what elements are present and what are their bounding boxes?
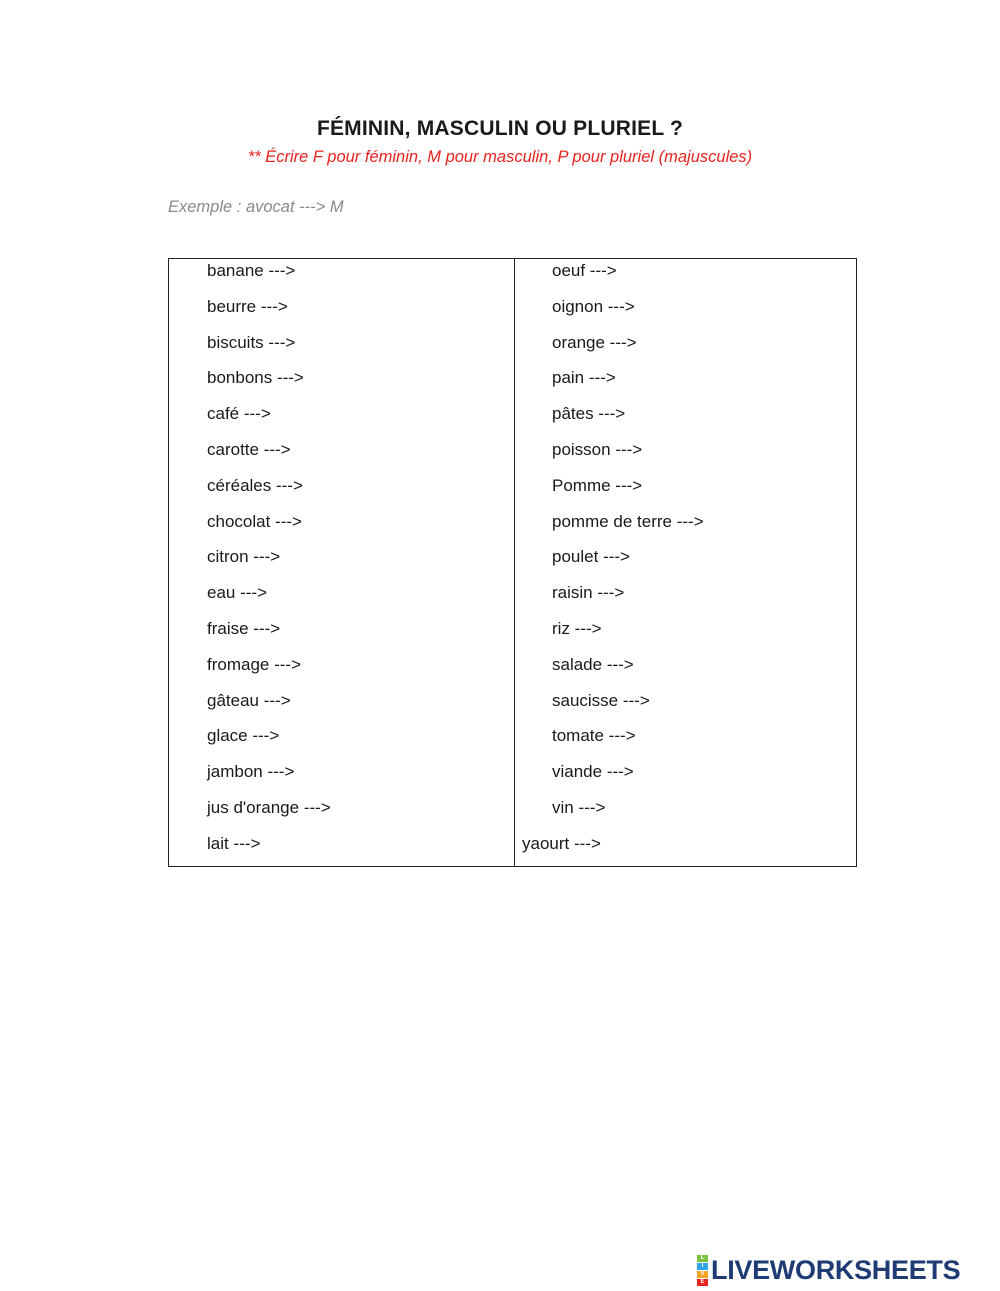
- word-item: saucisse --->: [552, 690, 650, 710]
- word-item: céréales --->: [207, 475, 303, 495]
- word-item: fraise --->: [207, 619, 281, 638]
- word-item: jambon --->: [207, 762, 295, 782]
- word-table: [168, 258, 857, 867]
- word-item: pain --->: [552, 368, 616, 388]
- word-item: jus d'orange --->: [207, 798, 331, 817]
- word-item: viande --->: [552, 762, 634, 782]
- logo-block: E: [697, 1279, 708, 1286]
- word-item: chocolat --->: [207, 511, 302, 531]
- word-item: salade --->: [552, 654, 634, 674]
- column-divider: [514, 259, 515, 866]
- page-title: FÉMININ, MASCULIN OU PLURIEL ?: [316, 117, 684, 140]
- word-item: fromage --->: [207, 654, 301, 674]
- word-item: glace --->: [207, 726, 280, 746]
- word-item: bonbons --->: [207, 368, 304, 388]
- word-item: beurre --->: [207, 296, 288, 316]
- word-item: oeuf --->: [552, 261, 617, 280]
- word-item: poulet --->: [552, 547, 630, 567]
- word-item: pâtes --->: [552, 404, 626, 424]
- word-item: orange --->: [552, 332, 637, 352]
- logo-text: LIVEWORKSHEETS: [711, 1254, 961, 1285]
- word-item: carotte --->: [207, 440, 291, 459]
- logo-block: I: [697, 1263, 708, 1270]
- logo-block: V: [697, 1271, 708, 1278]
- example-text: Exemple : avocat ---> M: [168, 198, 344, 216]
- word-item: citron --->: [207, 547, 281, 567]
- word-item: yaourt --->: [522, 833, 601, 853]
- word-item: riz --->: [552, 619, 602, 638]
- word-item: poisson --->: [552, 440, 643, 459]
- word-item: oignon --->: [552, 296, 635, 316]
- word-item: Pomme --->: [552, 475, 643, 495]
- word-item: vin --->: [552, 798, 606, 817]
- word-item: café --->: [207, 404, 271, 424]
- logo-block: L: [697, 1255, 708, 1262]
- word-item: biscuits --->: [207, 332, 296, 352]
- word-item: gâteau --->: [207, 690, 291, 710]
- word-item: banane --->: [207, 261, 296, 280]
- liveworksheets-logo: [697, 1255, 960, 1285]
- logo-blocks-icon: [697, 1255, 708, 1286]
- word-item: lait --->: [207, 833, 261, 853]
- word-item: tomate --->: [552, 726, 636, 746]
- word-item: raisin --->: [552, 583, 625, 603]
- word-item: eau --->: [207, 583, 267, 603]
- word-item: pomme de terre --->: [552, 511, 704, 531]
- instruction-text: ** Écrire F pour féminin, M pour masculin, P pour pluriel (majuscules): [247, 148, 753, 166]
